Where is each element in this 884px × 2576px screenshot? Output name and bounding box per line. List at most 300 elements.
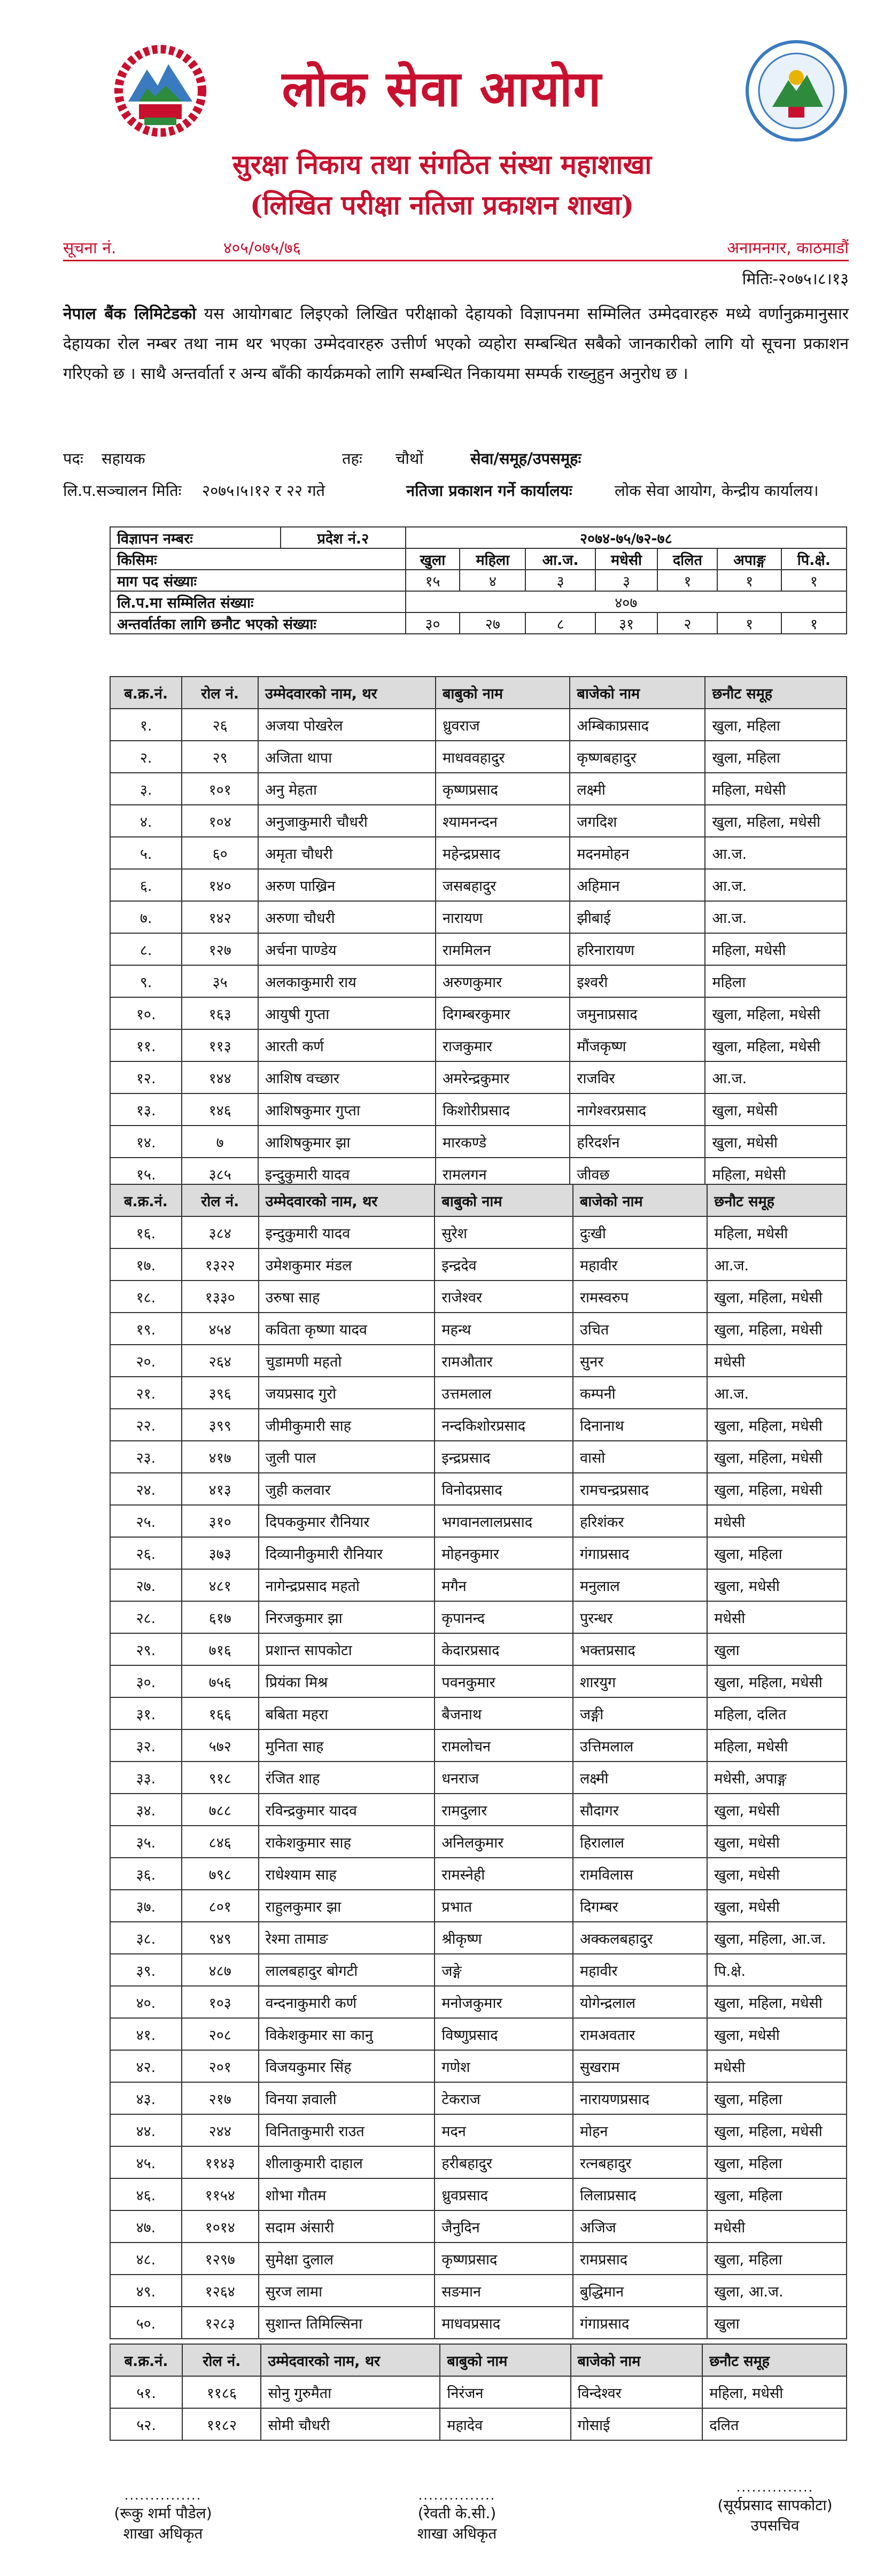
column-header: रोल नं. bbox=[182, 2344, 261, 2376]
column-header: उम्मेदवारको नाम, थर bbox=[258, 677, 436, 709]
table-cell: ७५६ bbox=[182, 1665, 259, 1697]
table-cell: मनोजकुमार bbox=[435, 1986, 573, 2018]
demand-label: माग पद संख्याः bbox=[110, 570, 406, 591]
table-cell: इन्द्रदेव bbox=[435, 1248, 573, 1281]
table-row bbox=[110, 869, 847, 901]
table-cell: मारकण्डे bbox=[436, 1126, 570, 1158]
table-cell: इन्द्रप्रसाद bbox=[435, 1441, 573, 1473]
table-cell: रामऔतार bbox=[435, 1345, 573, 1377]
table-cell: ७ bbox=[182, 1126, 258, 1158]
quota-header: आ.ज. bbox=[525, 548, 595, 570]
table-cell: धनराज bbox=[435, 1762, 573, 1794]
table-cell: भगवानलालप्रसाद bbox=[435, 1505, 573, 1537]
table-cell: मुनिता साह bbox=[259, 1729, 435, 1762]
table-cell: आ.ज. bbox=[705, 901, 847, 933]
notice-date: मितिः-२०७५।८।१३ bbox=[742, 270, 849, 289]
table-cell: २८. bbox=[110, 1601, 182, 1633]
table-cell: २६ bbox=[182, 709, 258, 741]
table-cell: १५. bbox=[110, 1158, 182, 1190]
table-cell: २६४ bbox=[182, 1345, 259, 1377]
table-row bbox=[110, 2210, 847, 2243]
table-cell: २०१ bbox=[182, 2050, 259, 2082]
table-cell: उरुषा साह bbox=[259, 1281, 435, 1313]
column-header: बाबुको नाम bbox=[435, 1184, 573, 1216]
table-cell: १२६४ bbox=[182, 2275, 259, 2307]
table-cell: दुःखी bbox=[573, 1216, 707, 1248]
table-cell: १०. bbox=[110, 997, 182, 1029]
table-row bbox=[110, 1409, 847, 1441]
table-cell: विनया ज्ञवाली bbox=[259, 2082, 435, 2114]
table-cell: ३१० bbox=[182, 1505, 259, 1537]
table-cell: आशिष वच्छार bbox=[258, 1061, 436, 1093]
table-cell: ४५. bbox=[110, 2146, 182, 2178]
table-cell: जुही कलवार bbox=[259, 1473, 435, 1505]
table-cell: ३९६ bbox=[182, 1377, 259, 1409]
column-header: बाजेको नाम bbox=[573, 1184, 707, 1216]
table-row bbox=[110, 709, 847, 741]
table-cell: ९४९ bbox=[182, 1922, 259, 1954]
table-cell: खुला, महिला, मधेसी bbox=[705, 805, 847, 837]
table-row bbox=[110, 2018, 847, 2050]
table-cell: रामप्रसाद bbox=[573, 2243, 707, 2275]
selected-cell: १ bbox=[781, 612, 847, 634]
table-cell: नन्दकिशोरप्रसाद bbox=[435, 1409, 573, 1441]
demand-cell: १५ bbox=[406, 570, 460, 591]
table-cell: दलित bbox=[702, 2408, 847, 2440]
participants-label: लि.प.मा सम्मिलित संख्याः bbox=[110, 591, 406, 612]
table-cell: वन्दनाकुमारी कर्ण bbox=[259, 1986, 435, 2018]
table-cell: जैनुदिन bbox=[435, 2210, 573, 2243]
summary-table bbox=[110, 526, 847, 634]
table-cell: खुला, महिला, मधेसी bbox=[705, 997, 847, 1029]
table-cell: ६. bbox=[110, 869, 182, 901]
table-cell: भक्तप्रसाद bbox=[573, 1633, 707, 1665]
table-cell: कृष्णबहादुर bbox=[570, 741, 705, 773]
column-header: बाजेको नाम bbox=[570, 677, 705, 709]
table-row bbox=[110, 1345, 847, 1377]
table-row bbox=[110, 1093, 847, 1126]
column-header: बाबुको नाम bbox=[440, 2344, 570, 2376]
table-cell: नारायण bbox=[436, 901, 570, 933]
table-cell: महिला, मधेसी bbox=[707, 1729, 847, 1762]
table-cell: ११५४ bbox=[182, 2178, 259, 2210]
table-cell: ८. bbox=[110, 933, 182, 965]
signature-2: ............... (रेवती के.सी.) शाखा अधिकृत bbox=[387, 2488, 526, 2543]
exam-date-label: लि.प.सञ्चालन मितिः bbox=[63, 482, 182, 500]
table-cell: ४६. bbox=[110, 2178, 182, 2210]
table-cell: १६३ bbox=[182, 997, 258, 1029]
table-row bbox=[110, 1126, 847, 1158]
table-cell: ४१३ bbox=[182, 1473, 259, 1505]
demand-cell: १ bbox=[717, 570, 781, 591]
table-row bbox=[110, 2275, 847, 2307]
table-cell: खुला bbox=[707, 2307, 847, 2339]
table-cell: रेश्मा तामाङ bbox=[259, 1922, 435, 1954]
column-header: बाजेको नाम bbox=[571, 2344, 703, 2376]
table-row bbox=[110, 933, 847, 965]
table-cell: ३४. bbox=[110, 1794, 182, 1826]
table-cell: माधववहादुर bbox=[436, 741, 570, 773]
table-cell: १२८३ bbox=[182, 2307, 259, 2339]
table-cell: श्रीकृष्ण bbox=[435, 1922, 573, 1954]
table-cell: १३. bbox=[110, 1093, 182, 1126]
table-cell: अर्चना पाण्डेय bbox=[258, 933, 436, 965]
table-cell: खुला, महिला, मधेसी bbox=[707, 1281, 847, 1313]
table-cell: खुला, महिला, मधेसी bbox=[707, 1409, 847, 1441]
table-cell: इश्वरी bbox=[570, 965, 705, 997]
table-cell: सोमी चौधरी bbox=[261, 2408, 440, 2440]
table-cell: जगदिश bbox=[570, 805, 705, 837]
table-cell: १०१ bbox=[182, 773, 258, 805]
table-cell: रामस्वरुप bbox=[573, 1281, 707, 1313]
selected-label: अन्तर्वार्तका लागि छनौट भएको संख्याः bbox=[110, 612, 406, 634]
quota-header: दलित bbox=[657, 548, 717, 570]
table-cell: राधेश्याम साह bbox=[259, 1858, 435, 1890]
table-cell: मौंजकृष्ण bbox=[570, 1029, 705, 1061]
table-cell: अमरेन्द्रकुमार bbox=[436, 1061, 570, 1093]
table-cell: हरिशंकर bbox=[573, 1505, 707, 1537]
table-cell: १३२२ bbox=[182, 1248, 259, 1281]
table-cell: १२. bbox=[110, 1061, 182, 1093]
table-cell: निरंजन bbox=[440, 2376, 570, 2408]
table-cell: १६. bbox=[110, 1216, 182, 1248]
psc-logo bbox=[743, 37, 850, 144]
table-cell: ४१. bbox=[110, 2018, 182, 2050]
table-cell: कृष्णप्रसाद bbox=[435, 2243, 573, 2275]
table-cell: राकेशकुमार साह bbox=[259, 1826, 435, 1858]
column-header: ब.क्र.नं. bbox=[110, 677, 182, 709]
table-cell: रामलगन bbox=[436, 1158, 570, 1190]
table-cell: ३०. bbox=[110, 1665, 182, 1697]
table-row bbox=[110, 837, 847, 869]
table-cell: शीलाकुमारी दाहाल bbox=[259, 2146, 435, 2178]
table-cell: ८४६ bbox=[182, 1826, 259, 1858]
column-header: ब.क्र.नं. bbox=[110, 2344, 182, 2376]
table-cell: रामअवतार bbox=[573, 2018, 707, 2050]
quota-header: मधेसी bbox=[595, 548, 657, 570]
table-cell: दिगम्बर bbox=[573, 1890, 707, 1922]
quota-header: महिला bbox=[460, 548, 525, 570]
table-cell: ६० bbox=[182, 837, 258, 869]
table-cell: १४० bbox=[182, 869, 258, 901]
table-cell: अक्कलबहादुर bbox=[573, 1922, 707, 1954]
column-header: रोल नं. bbox=[182, 677, 258, 709]
table-cell: खुला, आ.ज. bbox=[707, 2275, 847, 2307]
table-cell: हरीबहादुर bbox=[435, 2146, 573, 2178]
subtitle-division: सुरक्षा निकाय तथा संगठित संस्था महाशाखा bbox=[232, 149, 652, 180]
selected-cell: १ bbox=[717, 612, 781, 634]
table-cell: मधेसी, अपाङ्ग bbox=[707, 1762, 847, 1794]
table-cell: सुनर bbox=[573, 1345, 707, 1377]
table-cell: उमेशकुमार मंडल bbox=[259, 1248, 435, 1281]
table-cell: कृष्णप्रसाद bbox=[436, 773, 570, 805]
table-cell: झीबाई bbox=[570, 901, 705, 933]
table-row bbox=[110, 1633, 847, 1665]
table-cell: २६. bbox=[110, 1537, 182, 1569]
table-cell: राहुलकुमार झा bbox=[259, 1890, 435, 1922]
table-cell: महिला, मधेसी bbox=[705, 933, 847, 965]
table-cell: सौदागर bbox=[573, 1794, 707, 1826]
table-cell: ४३. bbox=[110, 2082, 182, 2114]
column-header: छनौट समूह bbox=[707, 1184, 847, 1216]
table-row bbox=[110, 1248, 847, 1281]
table-cell: आ.ज. bbox=[705, 837, 847, 869]
table-cell: विन्देश्वर bbox=[571, 2376, 703, 2408]
office-value: लोक सेवा आयोग, केन्द्रीय कार्यालय। bbox=[615, 482, 819, 500]
column-header: ब.क्र.नं. bbox=[110, 1184, 182, 1216]
table-cell: जीमीकुमारी साह bbox=[259, 1409, 435, 1441]
table-cell: १०३ bbox=[182, 1986, 259, 2018]
table-cell: कम्पनी bbox=[573, 1377, 707, 1409]
table-cell: ३. bbox=[110, 773, 182, 805]
table-cell: मनुलाल bbox=[573, 1569, 707, 1601]
table-cell: ३७. bbox=[110, 1890, 182, 1922]
table-cell: महावीर bbox=[573, 1954, 707, 1986]
table-cell: आशिषकुमार गुप्ता bbox=[258, 1093, 436, 1126]
table-cell: १७. bbox=[110, 1248, 182, 1281]
table-cell: १९. bbox=[110, 1313, 182, 1345]
table-cell: खुला, मधेसी bbox=[707, 1569, 847, 1601]
table-cell: रविन्द्रकुमार यादव bbox=[259, 1794, 435, 1826]
table-cell: १०१४ bbox=[182, 2210, 259, 2243]
column-header: छनौट समूह bbox=[702, 2344, 847, 2376]
table-cell: २४. bbox=[110, 1473, 182, 1505]
signatory-2-title: शाखा अधिकृत bbox=[417, 2525, 497, 2542]
table-cell: ४५४ bbox=[182, 1313, 259, 1345]
table-cell: रामविलास bbox=[573, 1858, 707, 1890]
table-cell: केदारप्रसाद bbox=[435, 1633, 573, 1665]
table-row bbox=[110, 2050, 847, 2082]
table-cell: नागेश्वरप्रसाद bbox=[570, 1093, 705, 1126]
table-cell: १०४ bbox=[182, 805, 258, 837]
table-cell: जङ्गी bbox=[573, 1697, 707, 1729]
results-table-1 bbox=[110, 676, 847, 1190]
table-cell: चुडामणी महतो bbox=[259, 1345, 435, 1377]
table-row bbox=[110, 1729, 847, 1762]
table-row bbox=[110, 1029, 847, 1061]
table-row bbox=[110, 805, 847, 837]
table-cell: खुला, महिला bbox=[707, 2178, 847, 2210]
table-cell: आ.ज. bbox=[705, 869, 847, 901]
table-cell: अरुणकुमार bbox=[436, 965, 570, 997]
table-cell: ३९. bbox=[110, 1954, 182, 1986]
table-cell: खुला, महिला, मधेसी bbox=[707, 1473, 847, 1505]
table-cell: ११४३ bbox=[182, 2146, 259, 2178]
participants-value: ४०७ bbox=[406, 591, 847, 612]
table-cell: ३८. bbox=[110, 1922, 182, 1954]
level-value: चौथों bbox=[396, 449, 423, 468]
table-cell: ३३. bbox=[110, 1762, 182, 1794]
table-cell: खुला, महिला, मधेसी bbox=[707, 1986, 847, 2018]
table-row bbox=[110, 1762, 847, 1794]
table-cell: पवनकुमार bbox=[435, 1665, 573, 1697]
page-title: लोक सेवा आयोग bbox=[282, 60, 602, 118]
table-cell: महिला, मधेसी bbox=[707, 1216, 847, 1248]
table-cell: ३८५ bbox=[182, 1158, 258, 1190]
table-cell: गंगाप्रसाद bbox=[573, 1537, 707, 1569]
intro-text: यस आयोगबाट लिइएको लिखित परीक्षाको देहायको विज्ञापनमा सम्मिलित उम्मेदवारहरु मध्ये वर्णानुक्रमानुसार देहायका रोल नम्बर तथा नाम थर भएका उम्मेदवारहरु उत्तीर्ण भएको व्यहोरा सम्बन्धित सबैको जानकारीको लागि यो सूचना प्रकाशन गरिएको छ । साथै अन्तर्वार्ता र अन्य बाँकी कार्यक्रमको लागि सम्बन्धित निकायमा सम्पर्क राख्नुहुन अनुरोध छ । bbox=[63, 305, 849, 383]
notice-place: अनामनगर, काठमाडौं bbox=[727, 239, 849, 258]
table-cell: ४८. bbox=[110, 2243, 182, 2275]
table-row bbox=[110, 1281, 847, 1313]
table-cell: ३२. bbox=[110, 1729, 182, 1762]
table-cell: २४४ bbox=[182, 2114, 259, 2146]
table-row bbox=[110, 1505, 847, 1537]
table-cell: जङ्गे bbox=[435, 1954, 573, 1986]
table-row bbox=[110, 2146, 847, 2178]
demand-cell: १ bbox=[657, 570, 717, 591]
table-cell: महेन्द्रप्रसाद bbox=[436, 837, 570, 869]
table-cell: अजया पोखरेल bbox=[258, 709, 436, 741]
table-cell: सुरेश bbox=[435, 1216, 573, 1248]
table-cell: १४२ bbox=[182, 901, 258, 933]
table-cell: पि.क्षे. bbox=[707, 1954, 847, 1986]
table-cell: मदन bbox=[435, 2114, 573, 2146]
table-cell: कविता कृष्णा यादव bbox=[259, 1313, 435, 1345]
table-cell: गणेश bbox=[435, 2050, 573, 2082]
table-cell: इन्दुकुमारी यादव bbox=[258, 1158, 436, 1190]
table-cell: खुला, महिला bbox=[707, 2082, 847, 2114]
table-cell: ३१. bbox=[110, 1697, 182, 1729]
table-cell: ११८२ bbox=[182, 2408, 261, 2440]
selected-cell: २ bbox=[657, 612, 717, 634]
table-row bbox=[110, 1697, 847, 1729]
table-cell: २३. bbox=[110, 1441, 182, 1473]
table-cell: आयुषी गुप्ता bbox=[258, 997, 436, 1029]
table-cell: लक्ष्मी bbox=[570, 773, 705, 805]
table-cell: ४८७ bbox=[182, 1954, 259, 1986]
table-cell: हिरालाल bbox=[573, 1826, 707, 1858]
table-cell: दिपककुमार रौनियार bbox=[259, 1505, 435, 1537]
table-cell: खुला, महिला, मधेसी bbox=[707, 1313, 847, 1345]
type-label: किसिमः bbox=[110, 548, 406, 570]
table-cell: मधेसी bbox=[707, 1345, 847, 1377]
table-cell: उचित bbox=[573, 1313, 707, 1345]
table-cell: महिला bbox=[705, 965, 847, 997]
table-cell: आ.ज. bbox=[705, 1061, 847, 1093]
table-cell: योगेन्द्रलाल bbox=[573, 1986, 707, 2018]
table-cell: सुखराम bbox=[573, 2050, 707, 2082]
table-cell: २१. bbox=[110, 1377, 182, 1409]
selected-cell: ३० bbox=[406, 612, 460, 634]
table-cell: ७१६ bbox=[182, 1633, 259, 1665]
table-cell: हरिनारायण bbox=[570, 933, 705, 965]
exam-date-value: २०७५।५।१२ र २२ गते bbox=[202, 482, 325, 500]
notice-number: ४०५/०७५/७६ bbox=[223, 239, 301, 258]
table-cell: अनु मेहता bbox=[258, 773, 436, 805]
signatory-2-name: (रेवती के.सी.) bbox=[417, 2504, 497, 2522]
demand-cell: ४ bbox=[460, 570, 525, 591]
table-row bbox=[110, 2307, 847, 2339]
table-cell: महिला, मधेसी bbox=[705, 1158, 847, 1190]
table-cell: महिला, मधेसी bbox=[705, 773, 847, 805]
table-cell: बुद्धिमान bbox=[573, 2275, 707, 2307]
table-row bbox=[110, 2178, 847, 2210]
table-cell: १४. bbox=[110, 1126, 182, 1158]
table-cell: २२. bbox=[110, 1409, 182, 1441]
signatory-1-title: शाखा अधिकृत bbox=[123, 2525, 203, 2542]
table-row bbox=[110, 1922, 847, 1954]
table-cell: ४१७ bbox=[182, 1441, 259, 1473]
table-cell: ४७. bbox=[110, 2210, 182, 2243]
table-row bbox=[110, 741, 847, 773]
table-cell: राजेश्वर bbox=[435, 1281, 573, 1313]
table-cell: जीवछ bbox=[570, 1158, 705, 1190]
table-cell: महिला, मधेसी bbox=[702, 2376, 847, 2408]
table-cell: २०८ bbox=[182, 2018, 259, 2050]
table-cell: ५०. bbox=[110, 2307, 182, 2339]
table-cell: रामदुलार bbox=[435, 1794, 573, 1826]
signature-3: ............... (सूर्यप्रसाद सापकोटा) उपसचिव bbox=[689, 2480, 860, 2535]
table-cell: नारायणप्रसाद bbox=[573, 2082, 707, 2114]
table-header-row bbox=[110, 677, 847, 709]
table-header-row bbox=[110, 2344, 847, 2376]
table-cell: ७८८ bbox=[182, 1794, 259, 1826]
table-cell: राममिलन bbox=[436, 933, 570, 965]
table-cell: खुला, मधेसी bbox=[707, 1826, 847, 1858]
table-cell: अजिता थापा bbox=[258, 741, 436, 773]
table-row bbox=[110, 997, 847, 1029]
table-row bbox=[110, 1794, 847, 1826]
table-cell: खुला, महिला bbox=[707, 1537, 847, 1569]
table-cell: मदनमोहन bbox=[570, 837, 705, 869]
table-cell: अनिलकुमार bbox=[435, 1826, 573, 1858]
table-cell: विजयकुमार सिंह bbox=[259, 2050, 435, 2082]
table-cell: रामलोचन bbox=[435, 1729, 573, 1762]
table-cell: १४४ bbox=[182, 1061, 258, 1093]
table-cell: सुमेक्षा दुलाल bbox=[259, 2243, 435, 2275]
table-cell: बबिता महरा bbox=[259, 1697, 435, 1729]
table-cell: जयप्रसाद गुरो bbox=[259, 1377, 435, 1409]
table-cell: अरुणा चौधरी bbox=[258, 901, 436, 933]
table-cell: सङमान bbox=[435, 2275, 573, 2307]
table-cell: शोभा गौतम bbox=[259, 2178, 435, 2210]
table-row bbox=[110, 1569, 847, 1601]
table-row bbox=[110, 1601, 847, 1633]
table-cell: मगैन bbox=[435, 1569, 573, 1601]
intro-paragraph bbox=[63, 299, 849, 389]
table-cell: टेकराज bbox=[435, 2082, 573, 2114]
table-row bbox=[110, 1954, 847, 1986]
table-cell: सुरज लामा bbox=[259, 2275, 435, 2307]
table-cell: आ.ज. bbox=[707, 1248, 847, 1281]
table-cell: आरती कर्ण bbox=[258, 1029, 436, 1061]
table-cell: खुला, महिला bbox=[707, 2243, 847, 2275]
table-row bbox=[110, 1061, 847, 1093]
table-cell: वासो bbox=[573, 1441, 707, 1473]
table-cell: मधेसी bbox=[707, 2050, 847, 2082]
quota-header: अपाङ्ग bbox=[717, 548, 781, 570]
table-cell: ५७२ bbox=[182, 1729, 259, 1762]
org-name: नेपाल बैंक लिमिटेडको bbox=[63, 305, 196, 323]
quota-header: खुला bbox=[406, 548, 460, 570]
table-cell: खुला, महिला bbox=[705, 741, 847, 773]
table-cell: खुला, महिला, मधेसी bbox=[707, 2114, 847, 2146]
table-row bbox=[110, 2376, 847, 2408]
table-cell: १. bbox=[110, 709, 182, 741]
table-cell: रत्नबहादुर bbox=[573, 2146, 707, 2178]
table-cell: अनुजाकुमारी चौधरी bbox=[258, 805, 436, 837]
table-cell: प्रशान्त सापकोटा bbox=[259, 1633, 435, 1665]
table-cell: ११८६ bbox=[182, 2376, 261, 2408]
table-cell: ३७३ bbox=[182, 1537, 259, 1569]
table-cell: महिला, दलित bbox=[707, 1697, 847, 1729]
table-cell: ध्रुवप्रसाद bbox=[435, 2178, 573, 2210]
table-row bbox=[110, 1216, 847, 1248]
table-cell: प्रभात bbox=[435, 1890, 573, 1922]
table-cell: अमृता चौधरी bbox=[258, 837, 436, 869]
subtitle-section: (लिखित परीक्षा नतिजा प्रकाशन शाखा) bbox=[250, 189, 634, 221]
